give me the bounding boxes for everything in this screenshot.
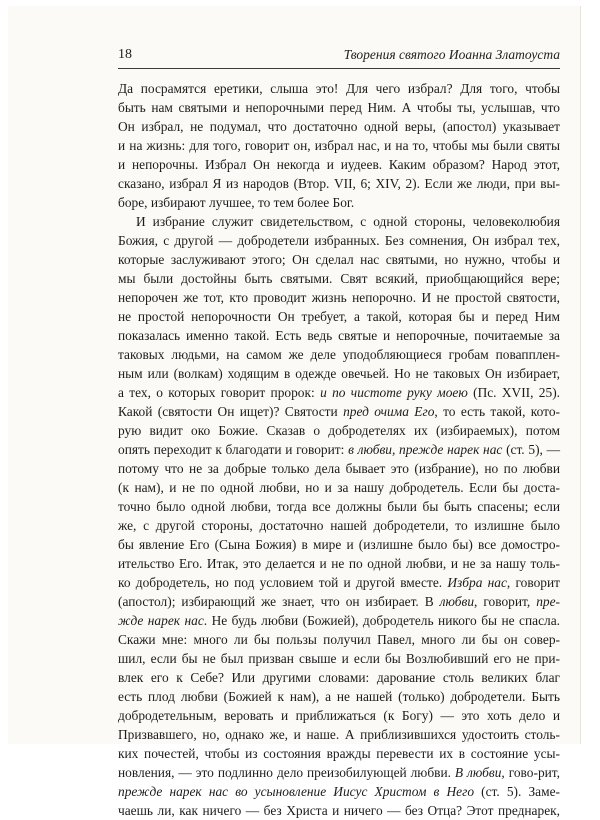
italic-segment: Избра нас [447, 575, 507, 590]
text-line [118, 535, 560, 554]
text-line [118, 174, 560, 193]
text-segment: и непорочны. Избрал Он некогда и иудеев. Каким образом? Народ этот, [118, 157, 560, 172]
running-header [118, 46, 560, 69]
text-line [118, 440, 560, 459]
text-segment: чаешь ли, как ничего — без Христа и ничего — без Отца? Этот преднарек, [118, 803, 560, 818]
text-segment: И избрание служит свидетельством, с одной стороны, человеколюбия [136, 214, 560, 229]
text-line [118, 725, 560, 744]
text-line [118, 630, 560, 649]
text-line [118, 250, 560, 269]
text-segment: . Не будь любви (Божией), добродетель никого бы не спасла. [203, 613, 560, 628]
text-segment: таковых людьми, на самом же деле уподобляющиеся гробам повапплен- [118, 347, 560, 362]
text-segment: же, с другой стороны, достаточно нашей добродетели, то излишне было [118, 518, 560, 533]
text-segment: (апостол); избирающий же знает, что он избирает. В [118, 594, 440, 609]
text-line [118, 193, 560, 212]
text-segment: новления, — это подлинно дело преизобилующей любви. [118, 765, 455, 780]
text-line [118, 231, 560, 250]
text-segment: (Пс. XVII, 25). [467, 385, 560, 400]
text-segment: ным или (волкам) ходящим в одежде овечьей. Но не таковых Он избирает, [118, 366, 560, 381]
text-line [118, 668, 560, 687]
text-line [118, 326, 560, 345]
italic-segment: прежде нарек нас во усыновление Иисус Христом в Него [118, 784, 475, 799]
text-segment: , говорит [506, 575, 560, 590]
text-segment: Он избрал, не подумал, что достаточно одной веры, (апостол) указывает [118, 119, 560, 134]
italic-segment: пре- [536, 594, 560, 609]
text-line [118, 497, 560, 516]
text-line [118, 288, 560, 307]
text-line [118, 307, 560, 326]
text-segment: влек его к Себе? Или другими словами: дарование столь великих благ [118, 670, 560, 685]
text-segment: не простой непорочности Он требует, а такой, которая бы и перед Ним [118, 309, 560, 324]
text-segment: ко добродетель, но под условием той и другой вместе. [118, 575, 448, 590]
text-segment: точно было одной любви, тогда все должны были бы быть спасены; если [118, 499, 560, 514]
italic-segment: и по чистоте руку моею [320, 385, 468, 400]
text-segment: бы явление Его (Сына Божия) в мире и (излишне было бы) все домостро- [118, 537, 560, 552]
text-line [118, 98, 560, 117]
text-line [118, 744, 560, 763]
text-line [118, 364, 560, 383]
text-segment: (к нам), и не по одной любви, но и за нашу добродетель. Если бы доста- [118, 480, 560, 495]
text-segment: ительство Его. Итак, это делается и не по одной любви, и не за нашу толь- [118, 556, 560, 571]
text-line [118, 592, 560, 611]
text-line [118, 79, 560, 98]
body-text [118, 79, 560, 820]
text-segment: Божия, с другой — добродетели избранных. Без сомнения, Он избрал тех, [118, 233, 560, 248]
text-segment: опять переходит к благодати и говорит: [118, 442, 349, 457]
text-line [118, 212, 560, 231]
text-segment: и на жизнь: для того, говорит он, избрал нас, и на то, чтобы мы были святы [118, 138, 560, 153]
text-line [118, 554, 560, 573]
text-line [118, 611, 560, 630]
text-segment: а тех, о которых говорит пророк: [118, 385, 321, 400]
text-line [118, 345, 560, 364]
italic-segment: любви [439, 594, 475, 609]
text-segment: мы были достойны быть святыми. Свят всякий, приобщающийся вере; [118, 271, 560, 286]
text-segment: шил, если бы не был призван свыше и если бы Возлюбивший его не при- [118, 651, 560, 666]
page-number: 18 [118, 47, 132, 62]
text-segment: рую видит око Божие. Сказав о добродетелях их (избираемых), потом [118, 423, 560, 438]
text-segment: боре, избирают лучшее, то тем более Бог. [118, 195, 355, 210]
text-segment: показалась именно такой. Есть ведь святые и непорочные, почитаемые за [118, 328, 560, 343]
text-segment: (ст. 5), — [502, 442, 560, 457]
text-segment: , гово-рит, [501, 765, 560, 780]
text-segment: Какой (святости Он ищет)? Святости [118, 404, 344, 419]
text-segment: , то есть такой, кото- [434, 404, 560, 419]
text-segment: Скажи мне: много ли бы пользы получил Павел, много ли бы он совер- [118, 632, 560, 647]
italic-segment: пред очима Его [343, 404, 435, 419]
text-line [118, 801, 560, 820]
text-segment: непорочен же тот, кто проводит жизнь непорочно. И не простой святости, [118, 290, 560, 305]
text-line [118, 459, 560, 478]
text-line [118, 782, 560, 801]
text-line [118, 136, 560, 155]
text-segment: ких почестей, чтобы из состояния вражды перевести их в состояние усы- [118, 746, 560, 761]
text-segment: (ст. 5). Заме- [474, 784, 560, 799]
text-line [118, 421, 560, 440]
text-segment: добродетельным, веровать и приближаться (к Богу) — это хоть дело и [118, 708, 560, 723]
text-line [118, 269, 560, 288]
running-title: Творения святого Иоанна Златоуста [343, 47, 560, 62]
book-page [8, 6, 581, 818]
text-segment: быть нам святыми и непорочными перед Ним. А чтобы ты, услышав, что [118, 100, 560, 115]
italic-segment: в любви, прежде нарек нас [348, 442, 503, 457]
text-segment: сказано, избрал Я из народов (Втор. VII, 6; XIV, 2). Если же люди, при вы- [118, 176, 560, 191]
text-segment: которые заслуживают этого; Он сделал нас святыми, но нужно, чтобы и [118, 252, 560, 267]
text-segment: потому что не за добрые только дела бывает это (избрание), но по любви [118, 461, 560, 476]
text-line [118, 402, 560, 421]
text-line [118, 687, 560, 706]
text-segment: есть плод любви (Божией к нам), а не нашей (только) добродетели. Быть [118, 689, 560, 704]
text-line [118, 649, 560, 668]
text-line [118, 478, 560, 497]
text-line [118, 516, 560, 535]
text-line [118, 117, 560, 136]
text-line [118, 706, 560, 725]
text-segment: Призвавшего, но, однако же, и наше. А приблизившихся удостоить столь- [118, 727, 560, 742]
text-line [118, 383, 560, 402]
text-line [118, 573, 560, 592]
italic-segment: жде нарек нас [118, 613, 204, 628]
text-line [118, 155, 560, 174]
italic-segment: В любви [454, 765, 502, 780]
text-segment: Да посрамятся еретики, слыша это! Для чего избрал? Для того, чтобы [118, 81, 560, 96]
text-segment: , говорит, [474, 594, 537, 609]
text-line [118, 763, 560, 782]
